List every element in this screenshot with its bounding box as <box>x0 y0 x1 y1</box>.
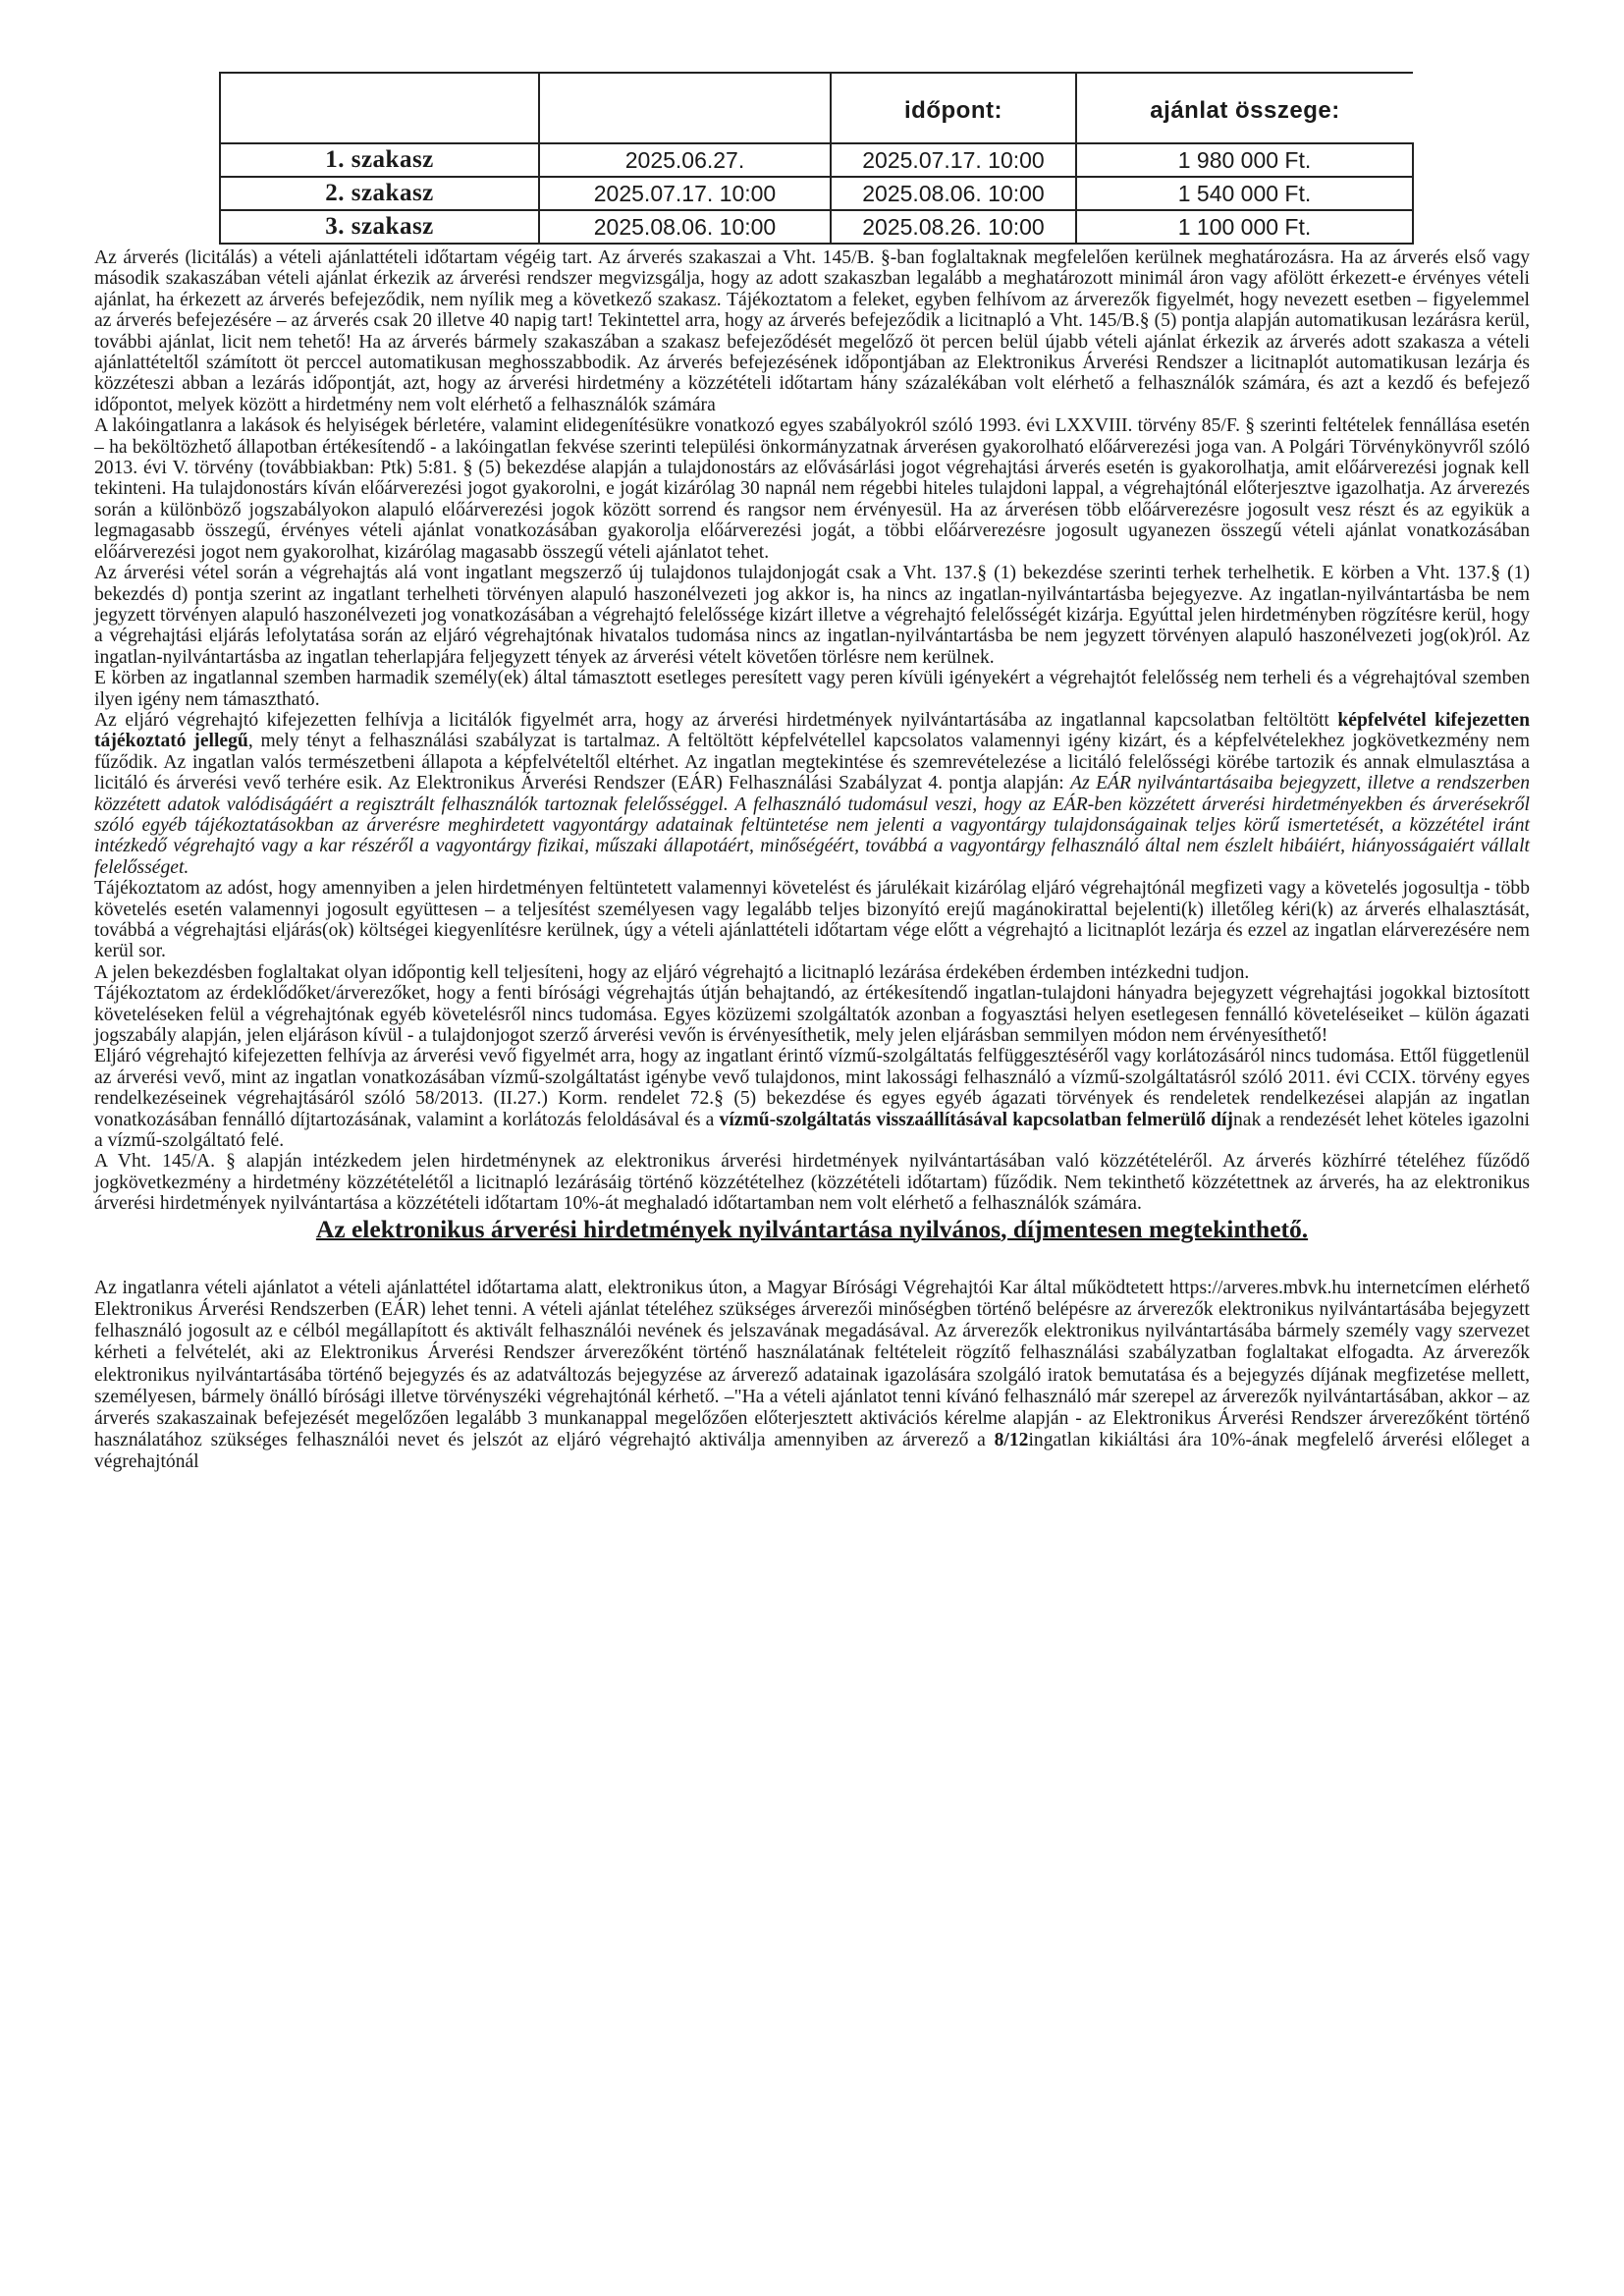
header-time: időpont: <box>831 73 1076 143</box>
bold-text: képfelvétel kifejezetten tájékoztató jellegű <box>94 709 1530 752</box>
paragraph-images-disclaimer <box>94 710 1530 878</box>
stage-amount: 1 100 000 Ft. <box>1076 210 1413 244</box>
page-number: 8/12 <box>994 1430 1029 1451</box>
paragraph-third-party-claims: E körben az ingatlannal szemben harmadik személy(ek) által támasztott esetleges peresített vagy peren kívüli igényekért a végrehajtót felelősség nem terheli és a végrehajtóval szemben ilyen igény nem támasztható. <box>94 668 1530 710</box>
stage-amount: 1 980 000 Ft. <box>1076 143 1413 177</box>
text-span: , mely tényt a felhasználási szabályzat is tartalmaz. A feltöltött képfelvétellel kapcsolatos valamennyi igény kizárt, és a képfelvételekhez jogkövetkezmény nem fűződik. Az ingatlan valós természetbeni állapota a képfelvételtől eltérhet. Az ingatlan megtekintése és szemrevételezése a licitáló felelősségi körébe tartozik és annak elmulasztása a licitáló és árverési vevő terhére esik. Az Elektronikus Árverési Rendszer (EÁR) Felhasználási Szabályzat 4. pontja alapján: <box>94 731 1530 794</box>
stage-start: 2025.08.06. 10:00 <box>539 210 831 244</box>
document-body <box>94 247 1530 1474</box>
auction-stages-table <box>219 72 1414 245</box>
stage-end: 2025.07.17. 10:00 <box>831 143 1076 177</box>
section-heading: Az elektronikus árverési hirdetmények nyilvántartása nyilvános, díjmentesen megtekinthető. <box>315 1214 1309 1243</box>
stage-name: 2. szakasz <box>220 177 539 210</box>
header-offer-amount: ajánlat összege: <box>1076 73 1413 143</box>
stage-start: 2025.07.17. 10:00 <box>539 177 831 210</box>
text-span: ingatlan kikiáltási ára 10%-ának megfelelő árverési előleget a végrehajtónál <box>94 1430 1530 1473</box>
stage-start: 2025.06.27. <box>539 143 831 177</box>
table-row <box>220 177 1413 210</box>
paragraph-deadline: A jelen bekezdésben foglaltakat olyan időpontig kell teljesíteni, hogy az eljáró végrehajtó a licitnapló lezárása érdekében érdemben intézkedni tudjon. <box>94 961 1250 983</box>
table-row <box>220 210 1413 244</box>
paragraph-bidding-info <box>94 1278 1530 1474</box>
paragraph-utility-claims: Tájékoztatom az érdeklődőket/árverezőket, hogy a fenti bírósági végrehajtás útján behajtandó, az értékesítendő ingatlan-tulajdoni hányadra bejegyzett végrehajtási jogokkal biztosított követeléseken felül a végrehajtónak egyéb követelésről nincs tudomása. Egyes közüzemi szolgáltatók azonban a fogyasztási helyen esetlegesen fennálló követeléseiket – külön ágazati jogszabály alapján, jelen eljáráson kívül - a tulajdonjogot szerző árverési vevőn is érvényesíthetik, mely jelen eljárásban semmilyen módon nem érvényesíthető! <box>94 983 1530 1047</box>
stage-end: 2025.08.06. 10:00 <box>831 177 1076 210</box>
header-cell <box>539 73 831 143</box>
text-span: Az ingatlanra vételi ajánlatot a vételi ajánlattétel időtartama alatt, elektronikus úton, a Magyar Bírósági Végrehajtói Kar által működtetett https://arveres.mbvk.hu internetcímen elérhető Elektronikus Árverési Rendszerben (EÁR) lehet tenni. A vételi ajánlat tételéhez szükséges árverezői minőségben történő belépésre az árverezők elektronikus nyilvántartásába bejegyzett felhasználó jogosult az e célból megállapított és aktivált felhasználói nevének és jelszavának megadásával. Az árverezők elektronikus nyilvántartásába bármely személy vagy szervezet kérheti a felvételét, aki az Elektronikus Árverési Rendszer árverezőként történő használatának feltételeit rögzítő felhasználási szabályzatban foglaltakat elfogadta. Az árverezők elektronikus nyilvántartásába történő bejegyzés és az adatváltozás bejegyzése az árverező adatainak igazolására szolgáló iratok bemutatása és a bejegyzés díjának megfizetése mellett, személyesen, bármely önálló bírósági illetve törvényszéki végrehajtónál kérhető. –"Ha a vételi ajánlatot tenni kívánó felhasználó már szerepel az árverezők nyilvántartásában, akkor – az árverés szakaszainak befejezését megelőzően legalább 3 munkanappal megelőzően előterjesztett aktivációs kérelme alapján - az Elektronikus Árverési Rendszer árverezőként történő használatához szükséges felhasználói nevet és jelszót az eljáró végrehajtó aktiválja amennyiben az árverező a <box>94 1277 1530 1451</box>
table-row <box>220 143 1413 177</box>
table-header-row <box>220 73 1413 143</box>
text-span: Az eljáró végrehajtó kifejezetten felhívja a licitálók figyelmét arra, hogy az árverési hirdetmények nyilvántartásába az ingatlannal kapcsolatban feltöltött <box>94 709 1329 731</box>
paragraph-debtor-info: Tájékoztatom az adóst, hogy amennyiben a jelen hirdetményen feltüntetett valamennyi követelést és járulékait kizárólag eljáró végrehajtónál megfizeti vagy a követelés jogosultja - több követelés esetén valamennyi jogosult együttesen – a teljesítést személyesen vagy legalább teljes bizonyító erejű magánokirattal bejelenti(k) illetőleg kéri(k) az árverés elhalasztását, továbbá a végrehajtási eljárás(ok) költségei kiegyenlítésre kerülnek, úgy a vételi ajánlattételi időtartam vége előtt a végrehajtó a licitnaplót lezárja és ezzel az ingatlan elárverezésére nem kerül sor. <box>94 878 1530 962</box>
header-cell <box>220 73 539 143</box>
italic-quote: Az EÁR nyilvántartásaiba bejegyzett, illetve a rendszerben közzétett adatok valódiságáért a regisztrált felhasználók tartoznak felelősséggel. A felhasználó tudomásul veszi, hogy az EÁR-ben közzétett árverési hirdetményekben és árverésekről szóló egyéb tájékoztatásokban az árverésre meghirdetett vagyontárgy adatainak feltüntetése nem jelenti a vagyontárgy tulajdonságainak teljes körű ismertetését, a közzététel iránt intézkedő végrehajtó vagy a kar részéről a vagyontárgy fizikai, műszaki állapotáért, minőségéért, továbbá a vagyontárgy felhasználó által nem észlelt hibáiért, hiányosságaiért vállalt felelősséget. <box>94 773 1530 878</box>
stage-end: 2025.08.26. 10:00 <box>831 210 1076 244</box>
stage-amount: 1 540 000 Ft. <box>1076 177 1413 210</box>
paragraph-water-utility <box>94 1046 1530 1151</box>
paragraph-auction-stages: Az árverés (licitálás) a vételi ajánlattételi időtartam végéig tart. Az árverés szakaszai a Vht. 145/B. §-ban foglaltaknak megfelelően kerülnek meghatározásra. Ha az árverés első vagy második szakaszában vételi ajánlat érkezik az árverési rendszer megvizsgálja, hogy az adott szakaszban legalább a meghatározott minimál áron vagy afölött érkezett-e érvényes vételi ajánlat, ha érkezett az árverés befejeződik, nem nyílik meg a következő szakasz. Tájékoztatom a feleket, egyben felhívom az árverezők figyelmét, hogy nevezett esetben – figyelemmel az árverés befejezésére – az árverés csak 20 illetve 40 napig tart! Tekintettel arra, hogy az árverés befejeződik a licitnapló a Vht. 145/B.§ (5) pontja alapján automatikusan lezárásra kerül, további ajánlat, licit nem tehető! Ha az árverés bármely szakaszában a szakasz befejeződését megelőző öt percen belül újabb vételi ajánlat érkezik az árverés adott szakasza a vételi ajánlattételtől számított öt perccel automatikusan meghosszabbodik. Az árverés befejezésének időpontjában az Elektronikus Árverési Rendszer a licitnaplót automatikusan lezárja és közzéteszi abban a lezárás időpontját, azt, hogy az árverési hirdetmény a közzétételi időtartam hány százalékában volt elérhető a felhasználók számára, és azt a kezdő és befejező időpontot, melyek között a hirdetmény nem volt elérhető a felhasználók számára <box>94 247 1530 415</box>
stage-name: 3. szakasz <box>220 210 539 244</box>
paragraph-publication: A Vht. 145/A. § alapján intézkedem jelen hirdetménynek az elektronikus árverési hirdetmények nyilvántartásában való közzétételéről. Az árverés közhírré tételéhez fűződő jogkövetkezmény a hirdetmény közzétételétől a licitnapló lezárásáig történő közzétételhez (közzétételi időtartam) fűződik. Nem tekinthető közzétettnek az árverés, ha az elektronikus árverési hirdetmények nyilvántartása a közzétételi időtartam 10%-át meghaladó időtartamban nem volt elérhető a felhasználók számára. <box>94 1151 1530 1215</box>
paragraph-encumbrances: Az árverési vétel során a végrehajtás alá vont ingatlant megszerző új tulajdonos tulajdonjogát csak a Vht. 137.§ (1) bekezdése szerinti terhek terhelhetik. E körben a Vht. 137.§ (1) bekezdés d) pontja szerint az ingatlant terhelheti törvényen alapuló haszonélvezeti jog akkor is, ha nincs az ingatlan-nyilvántartásba bejegyezve. Az ingatlan-nyilvántartásba be nem jegyzett törvényen alapuló haszonélvezeti jog vonatkozásában a végrehajtó felelőssége kizárt illetve a végrehajtó felelősségét kizárja. Egyúttal jelen hirdetményben rögzítésre kerül, hogy a végrehajtási eljárás lefolytatása során az eljáró végrehajtónak hivatalos tudomása nincs az ingatlan-nyilvántartásba be nem jegyzett törvényen alapuló haszonélvezeti jog(ok)ról. Az ingatlan-nyilvántartásba az ingatlan teherlapjára feljegyzett tények az árverési vételt követően törlésre nem kerülnek. <box>94 563 1530 668</box>
auction-stages-table-wrapper <box>219 72 1412 245</box>
paragraph-pre-emption-right: A lakóingatlanra a lakások és helyiségek bérletére, valamint elidegenítésükre vonatkozó egyes szabályokról szóló 1993. évi LXXVIII. törvény 85/F. § szerinti feltételek fennállása esetén – ha beköltözhető állapotban értékesítendő - a lakóingatlan fekvése szerinti települési önkormányzatnak árverésen gyakorolható előárverezési joga van. A Polgári Törvénykönyvről szóló 2013. évi V. törvény (továbbiakban: Ptk) 5:81. § (5) bekezdése alapján a tulajdonostárs az elővásárlási jogot végrehajtási árverés esetén is gyakorolhatja, amit előárverezési jognak kell tekinteni. Ha tulajdonostárs kíván előárverezési jogot gyakorolni, e jogát kizárólag 30 napnál nem régebbi hiteles tulajdoni lappal, a végrehajtónál előterjesztve igazolhatja. Az árverezés során a különböző jogszabályokon alapuló előárverezési jogok között sorrend és rangsor nem érvényesül. Ha az árverésen több előárverezésre jogosult vesz részt és az egyikük a legmagasabb összegű, érvényes vételi ajánlat vonatkozásában gyakorolja előárverezési jogát, a többi előárverezésre jogosult ugyanezen összegű vételi ajánlat vonatkozásában előárverezési jogot nem gyakorolhat, kizárólag magasabb összegű vételi ajánlatot tehet. <box>94 415 1530 563</box>
stage-name: 1. szakasz <box>220 143 539 177</box>
text-span: nak a rendezését lehet köteles igazolni a vízmű-szolgáltató felé. <box>94 1109 1531 1152</box>
bold-text: vízmű-szolgáltatás visszaállításával kapcsolatban felmerülő díj <box>719 1109 1233 1130</box>
text-span: Eljáró végrehajtó kifejezetten felhívja az árverési vevő figyelmét arra, hogy az ingatlant érintő vízmű-szolgáltatás felfüggesztéséről vagy korlátozásáról nincs tudomása. Ettől függetlenül az árverési vevő, mint az ingatlan vonatkozásában vízmű-szolgáltatást igénybe vevő tulajdonos, mint lakossági felhasználó a vízmű-szolgáltatásról szóló 2011. évi CCIX. törvény egyes rendelkezéseinek végrehajtásáról szóló 58/2013. (II.27.) Korm. rendelet 72.§ (5) bekezdése és egyes egyéb ágazati törvények és rendeletek rendelkezései alapján az ingatlan vonatkozásában fennálló díjtartozásának, valamint a korlátozás feloldásával és a <box>94 1046 1530 1130</box>
